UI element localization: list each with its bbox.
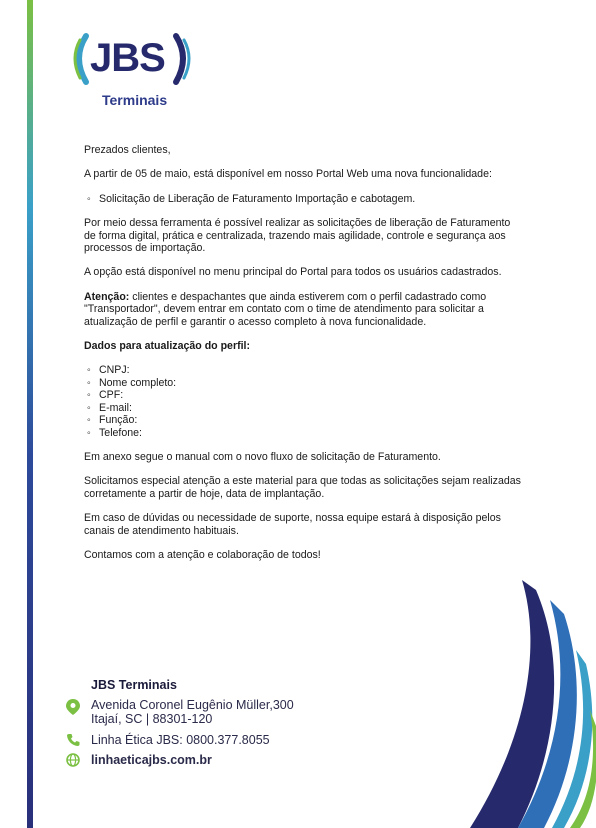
footer-ethics-line (66, 733, 366, 749)
menu-paragraph: A opção está disponível no menu principal do Portal para todos os usuários cadastrados. (84, 266, 502, 279)
map-pin-icon (66, 699, 80, 715)
decorative-swoosh (440, 580, 596, 828)
manual-paragraph: Em anexo segue o manual com o novo fluxo de solicitação de Faturamento. (84, 450, 441, 463)
logo-subtitle: Terminais (102, 92, 168, 108)
footer-address (66, 698, 366, 728)
address-line-2: Itajaí, SC | 88301-120 (91, 712, 213, 726)
feature-list (84, 193, 524, 205)
tool-paragraph: Por meio dessa ferramenta é possível realizar as solicitações de liberação de Faturamento de forma digital, prática e centralizada, trazendo mais agilidade, controle e segurança aos processos de importação. (84, 217, 511, 255)
side-accent-bar (27, 0, 33, 828)
data-field-list (84, 364, 524, 438)
website-link[interactable]: linhaeticajbs.com.br (91, 753, 212, 767)
logo-wordmark: JBS (90, 36, 165, 80)
feature-bullet: ◦ Solicitação de Liberação de Faturamento Importação e cabotagem. (84, 193, 524, 205)
jbs-logo (72, 30, 202, 110)
data-field-item: ◦ CNPJ: (84, 364, 524, 376)
globe-icon (66, 753, 80, 767)
footer-company-name: JBS Terminais (91, 678, 177, 692)
phone-icon (66, 733, 80, 747)
data-heading: Dados para atualização do perfil: (84, 340, 251, 353)
greeting: Prezados clientes, (84, 144, 171, 156)
data-field-item: ◦ Nome completo: (84, 377, 524, 389)
material-attention-paragraph: Solicitamos especial atenção a este material para que todas as solicitações sejam realizadas corretamente a partir de hoje, data de implantação. (84, 475, 521, 500)
attention-text: clientes e despachantes que ainda estiverem com o perfil cadastrado como "Transportador", devem entrar em contato com o time de atendimento para solicitar a atualização de perfil e garantir o acesso completo à nova funcionalidade. (84, 290, 487, 328)
closing-line: Contamos com a atenção e colaboração de todos! (84, 548, 321, 561)
attention-paragraph (84, 291, 524, 328)
data-field-item: ◦ E-mail: (84, 402, 524, 414)
data-field-item: ◦ Telefone: (84, 427, 524, 439)
footer-website (66, 753, 366, 769)
support-paragraph: Em caso de dúvidas ou necessidade de suporte, nossa equipe estará à disposição pelos canais de atendimento habituais. (84, 512, 501, 537)
letter-body (84, 144, 524, 561)
ethics-phone: Linha Ética JBS: 0800.377.8055 (91, 733, 270, 747)
data-field-item: ◦ CPF: (84, 389, 524, 401)
intro-paragraph: A partir de 05 de maio, está disponível em nosso Portal Web uma nova funcionalidade: (84, 168, 492, 181)
attention-label: Atenção: (84, 290, 130, 303)
data-field-item: ◦ Função: (84, 414, 524, 426)
address-line-1: Avenida Coronel Eugênio Müller,300 (91, 698, 294, 712)
